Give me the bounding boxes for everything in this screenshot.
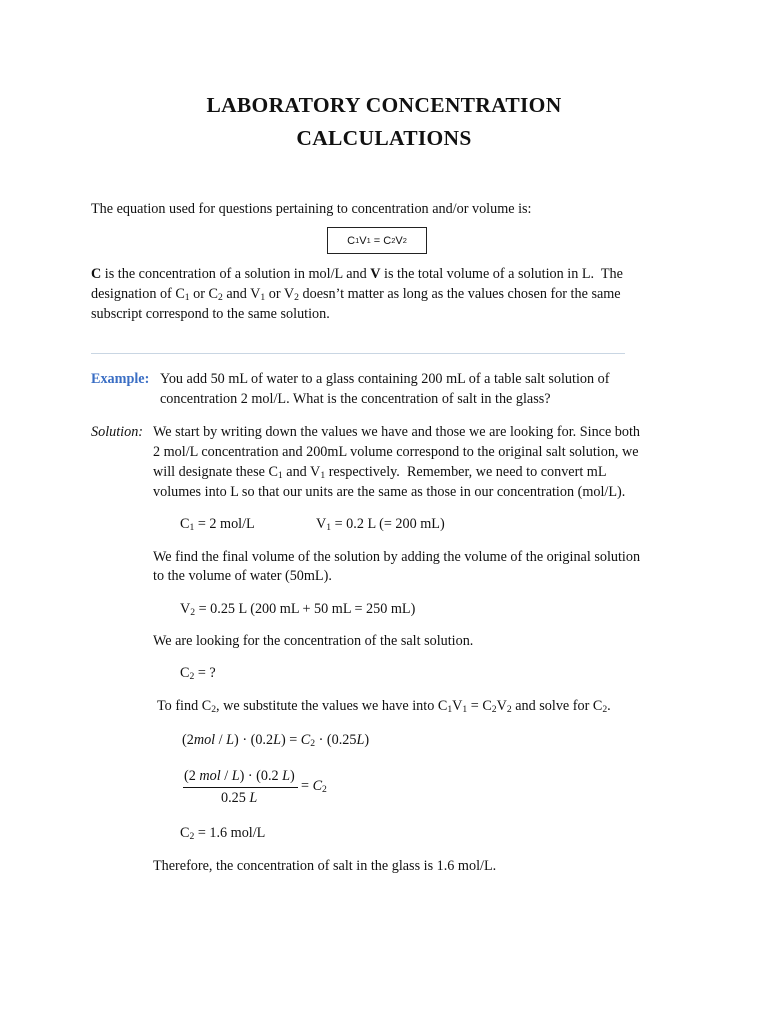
example-text-line1: You add 50 mL of water to a glass containing 200 mL of a table salt solution of bbox=[160, 371, 610, 387]
v1-value: $V_1 = 0.2$ L (= 200 mL) bbox=[316, 516, 445, 534]
solution-p3: We are looking for the concentration of the salt solution. bbox=[153, 633, 474, 649]
solution-p1-line1: We start by writing down the values we have and those we are looking for. Since both bbox=[153, 424, 641, 440]
solution-p1-line4: volumes into L so that our units are the same as those in our concentration (mol/L). bbox=[153, 484, 626, 500]
fraction-numerator: (2 mol / L) · (0.2 L) bbox=[184, 768, 295, 784]
page-title-line1: LABORATORY CONCENTRATION bbox=[206, 93, 562, 117]
fraction-denominator: 0.25 L bbox=[221, 790, 258, 806]
example-text-line2: concentration 2 mol/L. What is the concentration of salt in the glass? bbox=[160, 391, 551, 407]
c2-result: $C_2 = 1.6$ mol/L bbox=[180, 825, 266, 843]
page-title-line2: CALCULATIONS bbox=[296, 126, 472, 150]
fraction-bar bbox=[183, 787, 298, 788]
section-divider bbox=[91, 353, 625, 354]
conclusion: Therefore, the concentration of salt in the glass is 1.6 mol/L. bbox=[153, 858, 497, 874]
definition-line3: subscript correspond to the same solution. bbox=[91, 306, 330, 322]
c1-value: $C_1 = 2$ mol/L bbox=[180, 516, 255, 534]
example-label: Example: bbox=[91, 371, 150, 387]
definition-line2: designation of $C_1$ or $C_2$ and $V_1$ or $V_2$ doesn’t matter as long as the values chosen for the same bbox=[91, 286, 621, 304]
v2-value: $V_2 = 0.25$ L (200 mL + 50 mL = 250 mL) bbox=[180, 601, 416, 619]
solution-p4: To find $C_2$, we substitute the values we have into $C_1V_1 = C_2V_2$ and solve for $C_2$. bbox=[157, 698, 611, 716]
c2-unknown: $C_2$ = ? bbox=[180, 665, 216, 683]
solution-p1-line2: 2 mol/L concentration and 200mL volume correspond to the original salt solution, we bbox=[153, 444, 639, 460]
solution-p2-line1: We find the final volume of the solution by adding the volume of the original solution bbox=[153, 549, 641, 565]
boxed-equation: C 1 V 1 = C 2 V 2 bbox=[327, 227, 427, 254]
fraction-result: = $C_2$ bbox=[301, 778, 327, 796]
solution-p1-line3: will designate these $C_1$ and $V_1$ respectively. Remember, we need to convert mL bbox=[153, 464, 607, 482]
solution-label: Solution: bbox=[91, 424, 144, 440]
equation-substitution: $(2mol / L) \cdot (0.2L) = C_2 \cdot (0.25L)$ bbox=[182, 732, 370, 750]
definition-line1: C is the concentration of a solution in mol/L and V is the total volume of a solution in L. The bbox=[91, 266, 623, 282]
equation-intro: The equation used for questions pertaining to concentration and/or volume is: bbox=[91, 201, 532, 217]
solution-p2-line2: to the volume of water (50mL). bbox=[153, 568, 332, 584]
